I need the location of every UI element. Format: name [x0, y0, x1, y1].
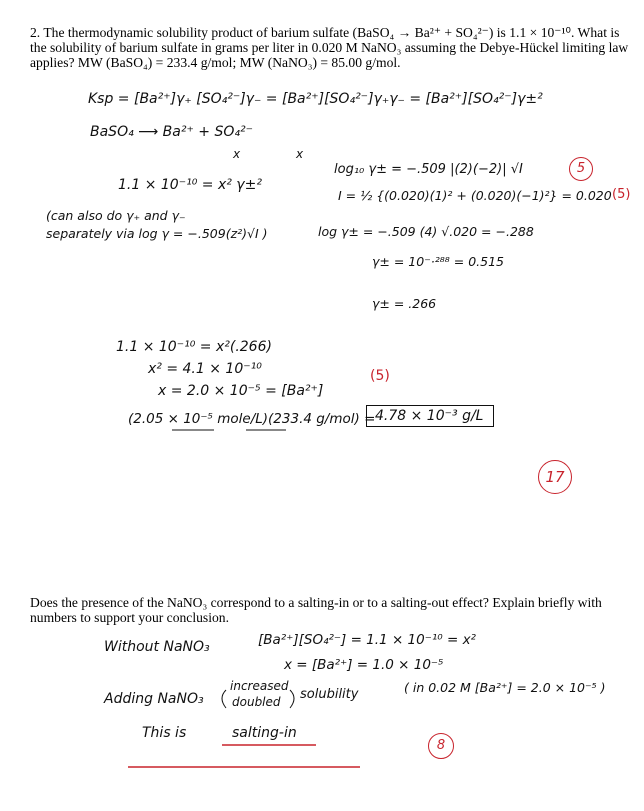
x-under-so4: x [296, 147, 304, 161]
question-number: 2. [30, 25, 41, 40]
ionic-strength: I = ½ {(0.020)(1)² + (0.020)(−1)²} = 0.020 [338, 188, 612, 203]
score-ionic-strength: (5) [612, 187, 631, 202]
question-2-text: Does the presence of the NaNO₃ correspond to a salting-in or to a salting-out effect? Explain briefly with numbers to support your conclusion. [30, 595, 602, 625]
dissociation-reaction: BaSO₄ ⟶ Ba²⁺ + SO₄²⁻ [90, 124, 254, 140]
score-x-value: 5 [375, 368, 385, 384]
log-gamma-formula: log₁₀ γ± = −.509 |(2)(−2)| √I [334, 162, 523, 177]
log-gamma-calc: log γ± = −.509 (4) √.020 = −.288 [318, 224, 534, 239]
score-total: 17 [538, 460, 572, 494]
this-is-label: This is [142, 725, 187, 741]
concentration-note: ( in 0.02 M [Ba²⁺] = 2.0 × 10⁻⁵ ) [404, 680, 606, 695]
score-x: (5) [370, 368, 390, 384]
ksp-definition: Ksp = [Ba²⁺]γ₊ [SO₄²⁻]γ₋ = [Ba²⁺][SO₄²⁻]γ₊γ₋ = [Ba²⁺][SO₄²⁻]γ±² [88, 91, 543, 107]
increased-label: increased [230, 679, 289, 693]
note-line-2: separately via log γ = −.509(z²)√I ) [46, 226, 268, 241]
solubility-label: solubility [300, 687, 359, 702]
score-part-2: 8 [428, 733, 454, 759]
equation-2: x² = 4.1 × 10⁻¹⁰ [148, 361, 262, 377]
x-under-ba: x [233, 147, 241, 161]
score-ionic-value: 5 [617, 187, 626, 202]
note-line-1: (can also do γ₊ and γ₋ [46, 208, 186, 223]
without-label: Without NaNO₃ [104, 639, 210, 655]
paren-right [290, 690, 294, 708]
gamma-result: γ± = .266 [372, 296, 437, 311]
doubled-label: doubled [232, 695, 281, 709]
x-equation: x = [Ba²⁺] = 1.0 × 10⁻⁵ [284, 657, 444, 673]
final-answer-box: 4.78 × 10⁻³ g/L [366, 405, 494, 427]
equation-1: 1.1 × 10⁻¹⁰ = x²(.266) [116, 339, 272, 355]
ksp-equation: 1.1 × 10⁻¹⁰ = x² γ±² [118, 177, 262, 193]
equation-3: x = 2.0 × 10⁻⁵ = [Ba²⁺] [158, 383, 324, 399]
gamma-power: γ± = 10⁻·²⁸⁸ = 0.515 [372, 254, 505, 269]
score-log-gamma: 5 [569, 157, 593, 181]
without-equation: [Ba²⁺][SO₄²⁻] = 1.1 × 10⁻¹⁰ = x² [258, 632, 476, 648]
adding-nano3: Adding NaNO₃ [104, 691, 204, 707]
equation-4: (2.05 × 10⁻⁵ mole/L)(233.4 g/mol) = [128, 411, 376, 427]
paren-left [222, 690, 226, 708]
salting-in-label: salting-in [232, 725, 297, 741]
question-body: The thermodynamic solubility product of barium sulfate (BaSO₄ → Ba²⁺ + SO₄²⁻) is 1.1 × 10⁻¹⁰. What is the solubility of barium sulfate in grams per liter in 0.020 M NaNO₃ assuming the Debye-Hückel limiting law applies? MW (BaSO₄) = 233.4 g/mol; MW (NaNO₃) = 85.00 g/mol. [30, 25, 629, 70]
